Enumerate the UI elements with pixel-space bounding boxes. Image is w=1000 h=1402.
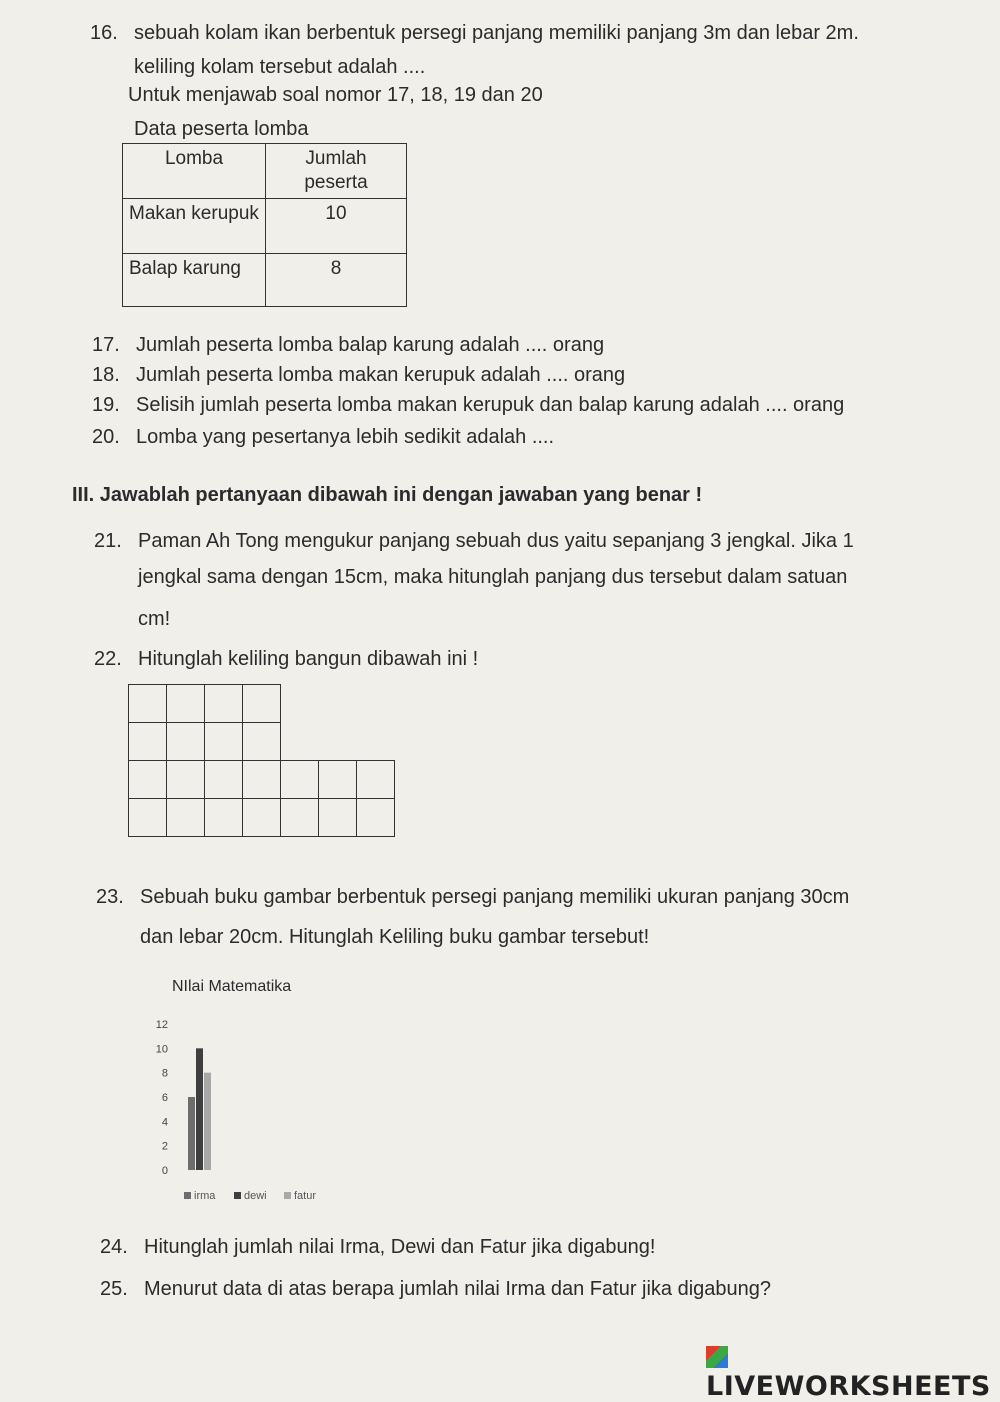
intro-text: Untuk menjawab soal nomor 17, 18, 19 dan 20	[128, 84, 543, 106]
grid-cell	[166, 798, 205, 837]
question-21-line3: cm!	[138, 608, 171, 630]
table-header-cell: Jumlah peserta	[266, 144, 407, 199]
grid-cell	[166, 760, 205, 799]
question-17	[92, 334, 604, 357]
question-number: 16.	[90, 22, 118, 44]
grid-cell	[204, 722, 243, 761]
grid-cell	[356, 798, 395, 837]
legend-swatch-dewi	[234, 1192, 241, 1199]
legend-swatch-irma	[184, 1192, 191, 1199]
y-tick-label: 6	[161, 1092, 168, 1104]
question-text: Jumlah peserta lomba makan kerupuk adalah .... orang	[136, 364, 626, 386]
grid-cell	[204, 684, 243, 723]
grid-cell	[242, 722, 281, 761]
question-text: Lomba yang pesertanya lebih sedikit adalah ....	[136, 426, 555, 448]
table-cell: 10	[266, 199, 407, 254]
question-25	[100, 1278, 771, 1301]
question-text: Selisih jumlah peserta lomba makan kerupuk dan balap karung adalah .... orang	[136, 394, 845, 416]
question-text: Paman Ah Tong mengukur panjang sebuah dus yaitu sepanjang 3 jengkal. Jika 1	[138, 530, 854, 552]
question-text: Jumlah peserta lomba balap karung adalah .... orang	[136, 334, 605, 356]
question-24	[100, 1236, 655, 1259]
legend-swatch-fatur	[284, 1192, 291, 1199]
question-number: 18.	[92, 364, 120, 386]
legend-label-fatur: fatur	[294, 1190, 317, 1202]
y-tick-label: 12	[155, 1019, 168, 1031]
question-18	[92, 364, 625, 387]
question-number: 20.	[92, 426, 120, 448]
question-16-line2: keliling kolam tersebut adalah ....	[134, 56, 426, 78]
y-tick-label: 2	[161, 1140, 168, 1153]
section-title: III. Jawablah pertanyaan dibawah ini dengan jawaban yang benar !	[72, 484, 703, 506]
legend-label-dewi: dewi	[244, 1190, 267, 1202]
grid-cell	[242, 760, 281, 799]
bar-dewi	[196, 1048, 203, 1170]
question-text: Sebuah buku gambar berbentuk persegi panjang memiliki ukuran panjang 30cm	[140, 886, 850, 908]
table-row	[123, 254, 407, 307]
y-tick-label: 10	[155, 1043, 168, 1056]
grid-cell	[204, 760, 243, 799]
question-number: 21.	[94, 530, 122, 552]
liveworksheets-logo-icon	[706, 1346, 728, 1368]
bar-chart	[140, 1010, 380, 1210]
brand-name: LIVEWORKSHEETS	[706, 1371, 991, 1402]
question-number: 19.	[92, 394, 120, 416]
y-tick-label: 4	[161, 1116, 168, 1129]
table-header-row	[123, 144, 407, 199]
chart-title: NIlai Matematika	[172, 978, 292, 995]
question-20	[92, 426, 554, 449]
liveworksheets-logo[interactable]	[706, 1340, 1000, 1402]
grid-cell	[318, 798, 357, 837]
grid-cell	[356, 760, 395, 799]
table-cell: Balap karung	[123, 254, 266, 307]
question-23	[96, 886, 849, 909]
table-header-cell: Lomba	[123, 144, 266, 199]
question-text: sebuah kolam ikan berbentuk persegi panjang memiliki panjang 3m dan lebar 2m.	[134, 22, 859, 44]
grid-cell	[128, 760, 167, 799]
grid-cell	[242, 798, 281, 837]
question-22	[94, 648, 478, 671]
table-cell: 8	[266, 254, 407, 307]
question-number: 23.	[96, 886, 124, 908]
grid-cell	[128, 684, 167, 723]
grid-cell	[204, 798, 243, 837]
grid-cell	[128, 798, 167, 837]
bar-irma	[188, 1097, 195, 1170]
question-number: 17.	[92, 334, 120, 356]
question-16	[90, 22, 859, 45]
data-table	[122, 143, 407, 307]
question-number: 24.	[100, 1236, 128, 1258]
table-cell: Makan kerupuk	[123, 199, 266, 254]
grid-cell	[280, 760, 319, 799]
question-23-line2: dan lebar 20cm. Hitunglah Keliling buku gambar tersebut!	[140, 926, 650, 948]
question-text: Hitunglah jumlah nilai Irma, Dewi dan Fatur jika digabung!	[144, 1236, 656, 1258]
question-21	[94, 530, 854, 553]
grid-cell	[280, 798, 319, 837]
question-21-line2: jengkal sama dengan 15cm, maka hitunglah panjang dus tersebut dalam satuan	[138, 566, 848, 588]
grid-cell	[242, 684, 281, 723]
question-19	[92, 394, 844, 417]
question-number: 22.	[94, 648, 122, 670]
grid-cell	[128, 722, 167, 761]
question-text: Hitunglah keliling bangun dibawah ini !	[138, 648, 479, 670]
table-row	[123, 199, 407, 254]
grid-cell	[166, 722, 205, 761]
grid-cell	[166, 684, 205, 723]
question-text: Menurut data di atas berapa jumlah nilai Irma dan Fatur jika digabung?	[144, 1278, 772, 1300]
question-number: 25.	[100, 1278, 128, 1300]
y-tick-label: 8	[161, 1067, 168, 1080]
legend-label-irma: irma	[194, 1190, 216, 1202]
table-title: Data peserta lomba	[134, 118, 309, 140]
grid-cell	[318, 760, 357, 799]
bar-fatur	[204, 1073, 211, 1170]
y-tick-label: 0	[161, 1165, 168, 1177]
